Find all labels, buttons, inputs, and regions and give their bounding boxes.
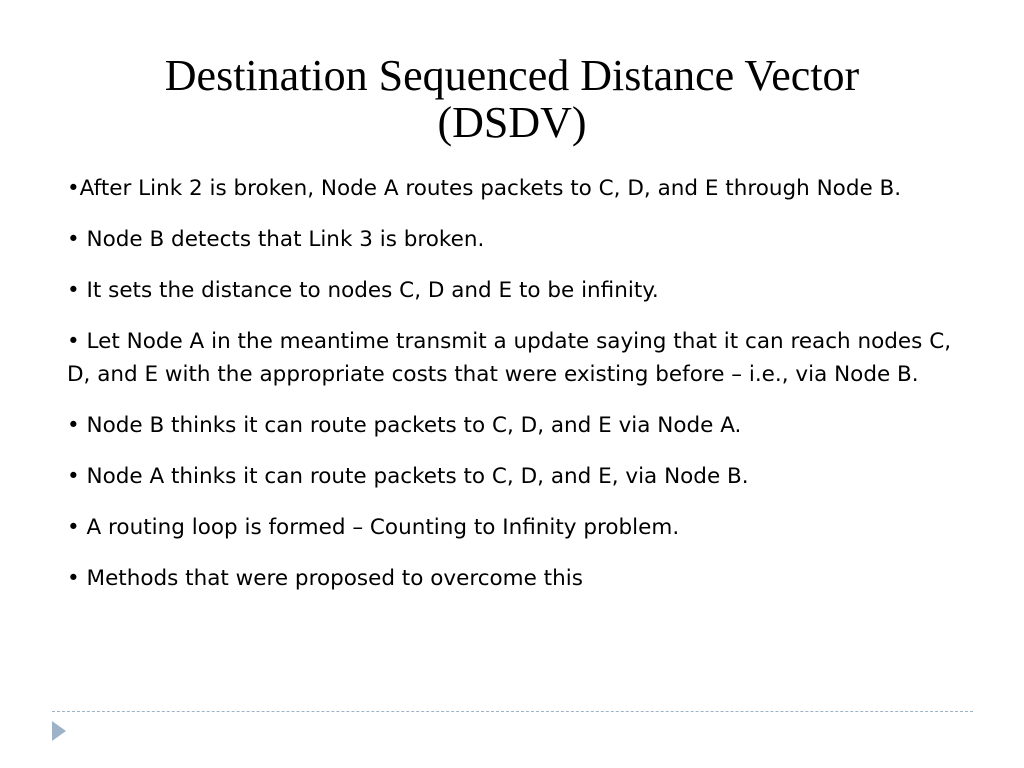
bullet-item: • Let Node A in the meantime transmit a update saying that it can reach nodes C, D, and E with the appropriate costs that were existing before – i.e., via Node B.	[67, 329, 952, 387]
footer-divider	[52, 711, 973, 712]
bullet-item: •After Link 2 is broken, Node A routes packets to C, D, and E through Node B.	[67, 176, 902, 201]
bullet-list	[67, 172, 962, 613]
bullet-item: • Node A thinks it can route packets to C, D, and E, via Node B.	[67, 464, 749, 489]
bullet-item: • It sets the distance to nodes C, D and E to be infinity.	[67, 278, 659, 303]
slide-title-line-1: Destination Sequenced Distance Vector	[164, 51, 860, 100]
bullet-item: • Node B thinks it can route packets to C, D, and E via Node A.	[67, 413, 742, 438]
bullet-item: • Methods that were proposed to overcome this	[67, 566, 583, 591]
play-triangle-icon	[51, 720, 67, 742]
slide-title	[40, 52, 984, 146]
slide-title-line-2: (DSDV)	[437, 98, 587, 147]
bullet-item: • A routing loop is formed – Counting to Infinity problem.	[67, 515, 680, 540]
bullet-item: • Node B detects that Link 3 is broken.	[67, 227, 485, 252]
